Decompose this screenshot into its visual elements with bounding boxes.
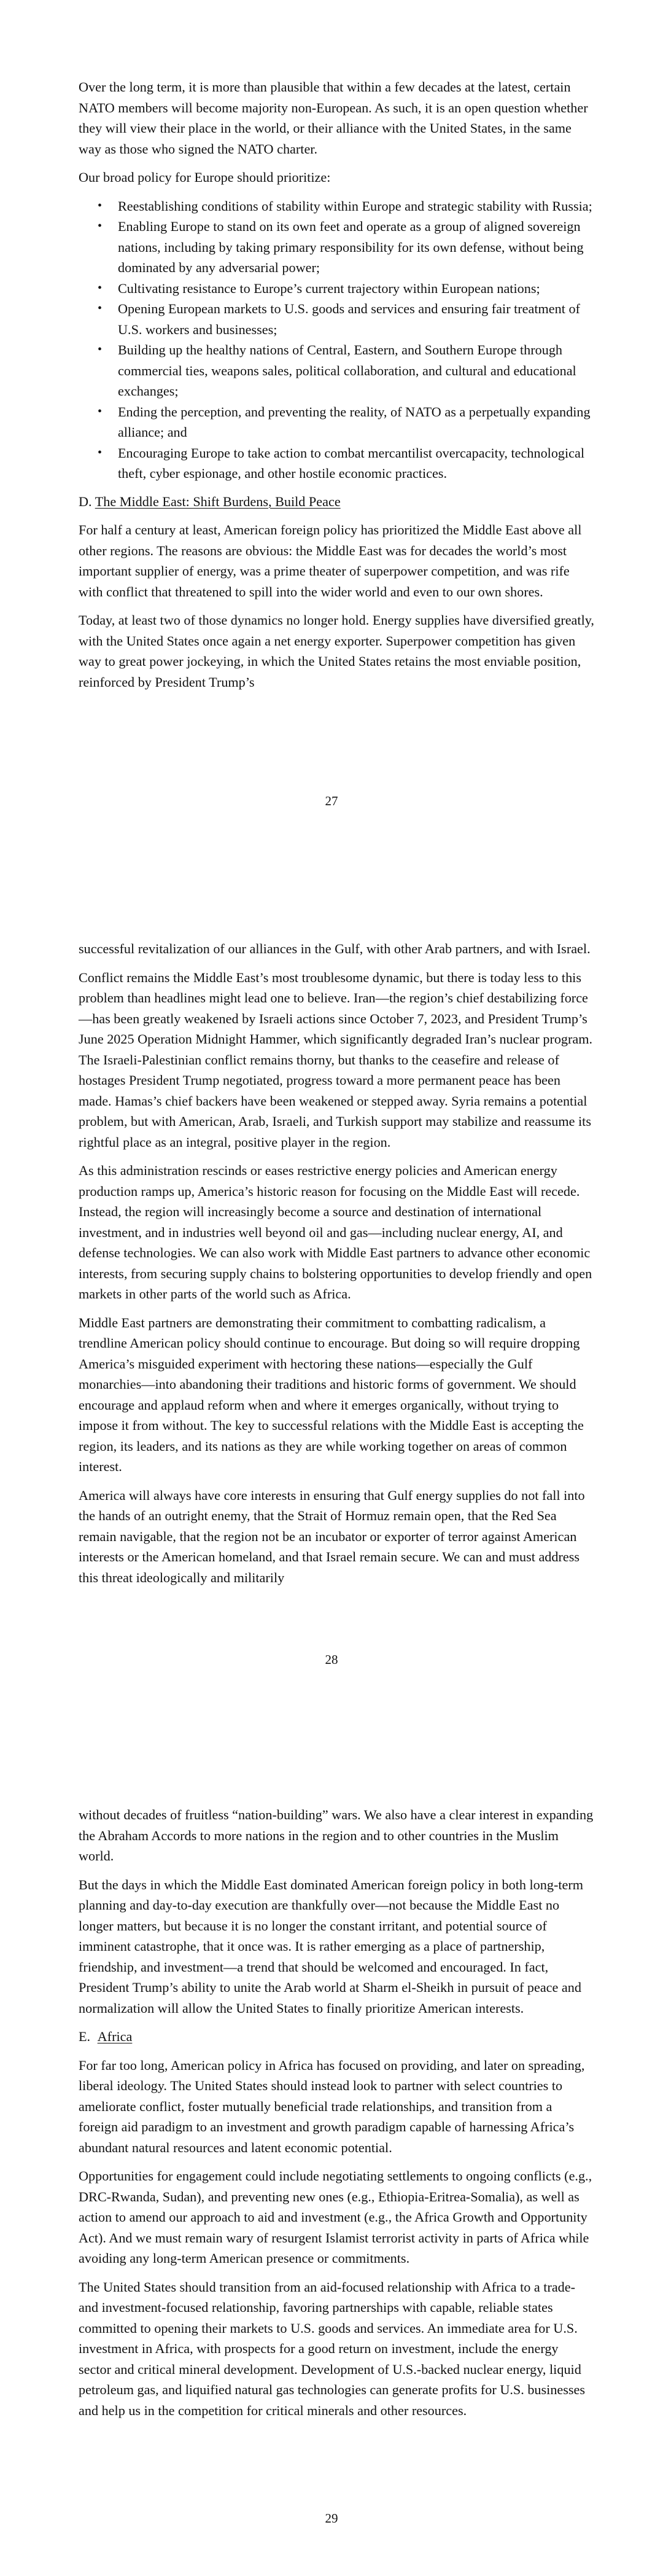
bullet-icon: • bbox=[98, 219, 103, 233]
bullet-icon: • bbox=[98, 445, 103, 459]
paragraph: America will always have core interests in ensuring that Gulf energy supplies do not fall into the hands of an outright enemy, that the Strait of Hormuz remain open, that the Red Sea remain navigable, that the region not be an incubator or exporter of terror against American interests or the American homeland, and that Israel remain secure. We can and must address this threat ideologically and militarily bbox=[79, 1487, 585, 1585]
page-27 bbox=[0, 0, 663, 859]
list-item bbox=[98, 340, 594, 402]
paragraph: But the days in which the Middle East dominated American foreign policy in both long-term planning and day-to-day execution are thankfully over—not because the Middle East no longer matters, but because it is no longer the constant irritant, and potential source of imminent catastrophe, that it once was. It is rather emerging as a place of partnership, friendship, and investment—a trend that should be welcomed and encouraged. In fact, President Trump’s ability to unite the Arab world at Sharm el-Sheikh in pursuit of peace and normalization will allow the United States to finally prioritize American interests. bbox=[79, 1876, 583, 2016]
paragraph: Conflict remains the Middle East’s most troublesome dynamic, but there is today less to this problem than headlines might lead one to believe. Iran—the region’s chief destabilizing force—has been greatly weakened by Israeli actions since October 7, 2023, and President Trump’s June 2025 Operation Midnight Hammer, which significantly degraded Iran’s nuclear program. The Israeli-Palestinian conflict remains thorny, but thanks to the ceasefire and release of hostages President Trump negotiated, progress toward a more permanent peace has been made. Hamas’s chief backers have been weakened or stepped away. Syria remains a potential problem, but with American, Arab, Israeli, and Turkish support may stabilize and reassume its rightful place as an integral, positive player in the region. bbox=[79, 969, 593, 1150]
list-item-text: Building up the healthy nations of Central, Eastern, and Southern Europe through commercial ties, weapons sales, political collaboration, and cultural and educational exchanges; bbox=[118, 342, 576, 399]
paragraph: Middle East partners are demonstrating their commitment to combatting radicalism, a trendline American policy should continue to encourage. But doing so will require dropping America’s misguided experiment with hectoring these nations—especially the Gulf monarchies—into abandoning their traditions and historic forms of government. We should encourage and applaud reform when and where it emerges organically, without trying to impose it from without. The key to successful relations with the Middle East is accepting the region, its leaders, and its nations as they are while working together on areas of common interest. bbox=[79, 1314, 584, 1474]
list-item bbox=[98, 196, 594, 217]
section-letter: E. bbox=[79, 2029, 91, 2044]
list-item-text: Enabling Europe to stand on its own feet and operate as a group of aligned sovereign nations, including by taking primary responsibility for its own defense, without being dominated by any adversarial power; bbox=[118, 219, 584, 275]
bullet-icon: • bbox=[98, 281, 103, 295]
paragraph: successful revitalization of our alliances in the Gulf, with other Arab partners, and with Israel. bbox=[79, 941, 591, 956]
page-number: 28 bbox=[325, 1652, 338, 1667]
page-number: 27 bbox=[325, 794, 338, 808]
section-title: The Middle East: Shift Burdens, Build Peace bbox=[95, 493, 341, 509]
bullet-icon: • bbox=[98, 198, 103, 213]
priority-list bbox=[79, 196, 594, 484]
section-letter: D. bbox=[79, 493, 92, 509]
page-content bbox=[79, 939, 594, 1596]
paragraph: Over the long term, it is more than plausible that within a few decades at the latest, certain NATO members will become majority non-European. As such, it is an open question whether they will view their place in the world, or their alliance with the United States, in the same way as those who signed the NATO charter. bbox=[79, 79, 588, 157]
list-item bbox=[98, 299, 594, 340]
section-title: Africa bbox=[97, 2029, 133, 2044]
list-item bbox=[98, 443, 594, 484]
paragraph: Today, at least two of those dynamics no longer hold. Energy supplies have diversified greatly, with the United States once again a net energy exporter. Superpower competition has given way to great power jockeying, in which the United States retains the most enviable position, reinforced by President Trump’s bbox=[79, 612, 594, 690]
paragraph: For far too long, American policy in Africa has focused on providing, and later on spreading, liberal ideology. The United States should instead look to partner with select countries to ameliorate conflict, foster mutually beneficial trade relationships, and transition from a foreign aid paradigm to an investment and growth paradigm capable of harnessing Africa’s abundant natural resources and latent economic potential. bbox=[79, 2057, 585, 2155]
page-28 bbox=[0, 859, 663, 1717]
paragraph: For half a century at least, American foreign policy has prioritized the Middle East above all other regions. The reasons are obvious: the Middle East was for decades the world’s most important supplier of energy, was a prime theater of superpower competition, and was rife with conflict that threatened to spill into the wider world and even to our own shores. bbox=[79, 522, 582, 599]
page-number: 29 bbox=[325, 2511, 338, 2526]
list-item-text: Cultivating resistance to Europe’s current trajectory within European nations; bbox=[118, 280, 540, 296]
paragraph: The United States should transition from an aid-focused relationship with Africa to a trade- and investment-focused relationship, favoring partnerships with capable, reliable states committed to opening their markets to U.S. goods and services. An immediate area for U.S. investment in Africa, with prospects for a good return on investment, include the energy sector and critical mineral development. Development of U.S.-backed nuclear energy, liquid petroleum gas, and liquified natural gas technologies can generate profits for U.S. businesses and help us in the competition for critical minerals and other resources. bbox=[79, 2279, 586, 2418]
list-item-text: Encouraging Europe to take action to combat mercantilist overcapacity, technological theft, cyber espionage, and other hostile economic practices. bbox=[118, 445, 585, 481]
section-heading-africa bbox=[79, 2026, 594, 2047]
page-content bbox=[79, 77, 594, 700]
list-item-text: Opening European markets to U.S. goods and services and ensuring fair treatment of U.S. workers and businesses; bbox=[118, 301, 580, 337]
list-item-text: Reestablishing conditions of stability within Europe and strategic stability with Russia; bbox=[118, 198, 592, 214]
list-item bbox=[98, 402, 594, 443]
paragraph: without decades of fruitless “nation-building” wars. We also have a clear interest in expanding the Abraham Accords to more nations in the region and to other countries in the Muslim world. bbox=[79, 1807, 594, 1864]
list-item bbox=[98, 278, 594, 299]
list-item bbox=[98, 216, 594, 278]
paragraph: As this administration rescinds or eases restrictive energy policies and American energy production ramps up, America’s historic reason for focusing on the Middle East will recede. Instead, the region will increasingly become a source and destination of international investment, and in industries well beyond oil and gas—including nuclear energy, AI, and defense technologies. We can also work with Middle East partners to advance other economic interests, from securing supply chains to bolstering opportunities to develop friendly and open markets in other parts of the world such as Africa. bbox=[79, 1163, 592, 1302]
section-heading-middle-east bbox=[79, 491, 594, 512]
paragraph: Our broad policy for Europe should prioritize: bbox=[79, 170, 331, 185]
page-content bbox=[79, 1805, 594, 2429]
bullet-icon: • bbox=[98, 343, 103, 356]
page-29 bbox=[0, 1717, 663, 2576]
bullet-icon: • bbox=[98, 302, 103, 315]
paragraph: Opportunities for engagement could include negotiating settlements to ongoing conflicts (e.g., DRC-Rwanda, Sudan), and preventing new ones (e.g., Ethiopia-Eritrea-Somalia), as well as action to amend our approach to aid and investment (e.g., the Africa Growth and Opportunity Act). And we must remain wary of resurgent Islamist terrorist activity in parts of Africa while avoiding any long-term American presence or commitments. bbox=[79, 2168, 592, 2266]
bullet-icon: • bbox=[98, 404, 103, 418]
list-item-text: Ending the perception, and preventing the reality, of NATO as a perpetually expanding alliance; and bbox=[118, 404, 591, 440]
